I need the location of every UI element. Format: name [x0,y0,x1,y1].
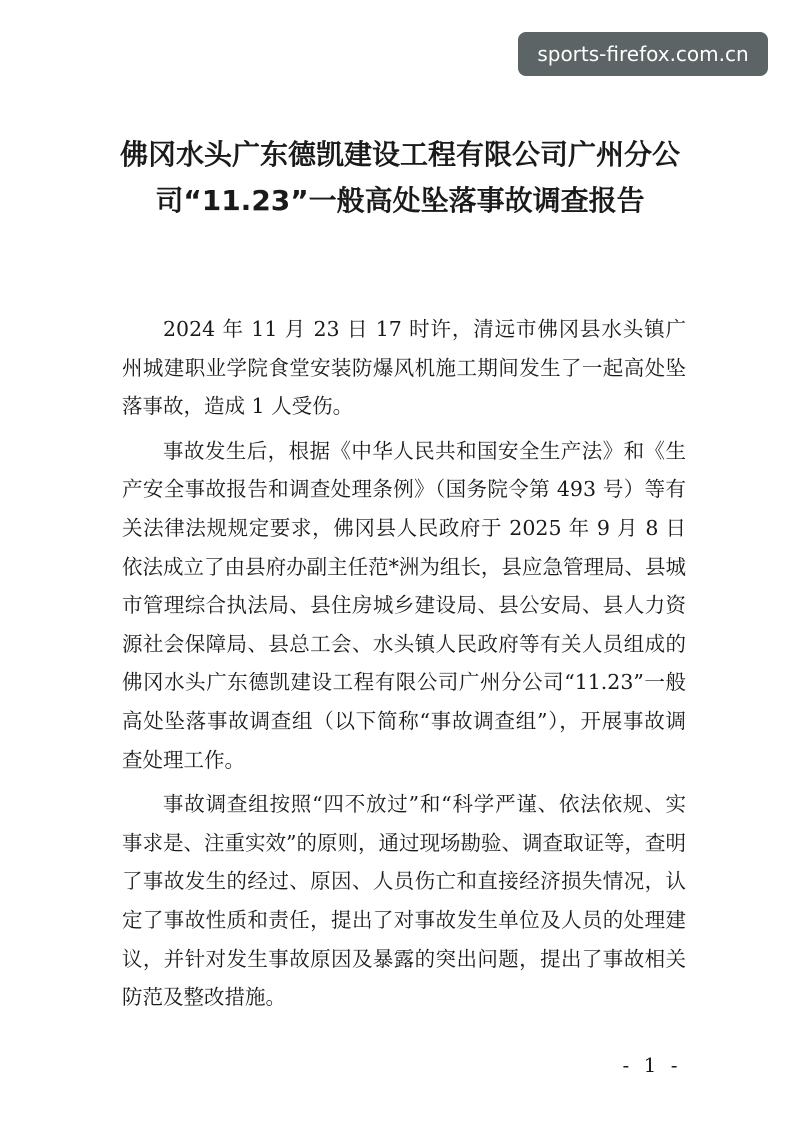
document-body [122,310,686,1023]
document-title: 佛冈水头广东德凯建设工程有限公司广州分公司“11.23”一般高处坠落事故调查报告 [120,138,681,217]
body-paragraph: 事故调查组按照“四不放过”和“科学严谨、依法依规、实事求是、注重实效”的原则，通过现场勘验、调查取证等，查明了事故发生的经过、原因、人员伤亡和直接经济损失情况，认定了事故性质和责任，提出了对事故发生单位及人员的处理建议，并针对发生事故原因及暴露的突出问题，提出了事故相关防范及整改措施。 [122,792,686,1010]
watermark-badge: sports-firefox.com.cn [518,32,768,76]
body-paragraph: 2024 年 11 月 23 日 17 时许，清远市佛冈县水头镇广州城建职业学院食堂安装防爆风机施工期间发生了一起高处坠落事故，造成 1 人受伤。 [122,317,686,419]
page-number: - 1 - [622,1053,682,1077]
body-paragraph: 事故发生后，根据《中华人民共和国安全生产法》和《生产安全事故报告和调查处理条例》（国务院令第 493 号）等有关法律法规规定要求，佛冈县人民政府于 2025 年 9 月 8 日依法成立了由县府办副主任范*洲为组长，县应急管理局、县城市管理综合执法局、县住房城乡建设局、县公安局、县人力资源社会保障局、县总工会、水头镇人民政府等有关人员组成的佛冈水头广东德凯建设工程有限公司广州分公司“11.23”一般高处坠落事故调查组（以下简称“事故调查组”），开展事故调查处理工作。 [122,438,686,772]
